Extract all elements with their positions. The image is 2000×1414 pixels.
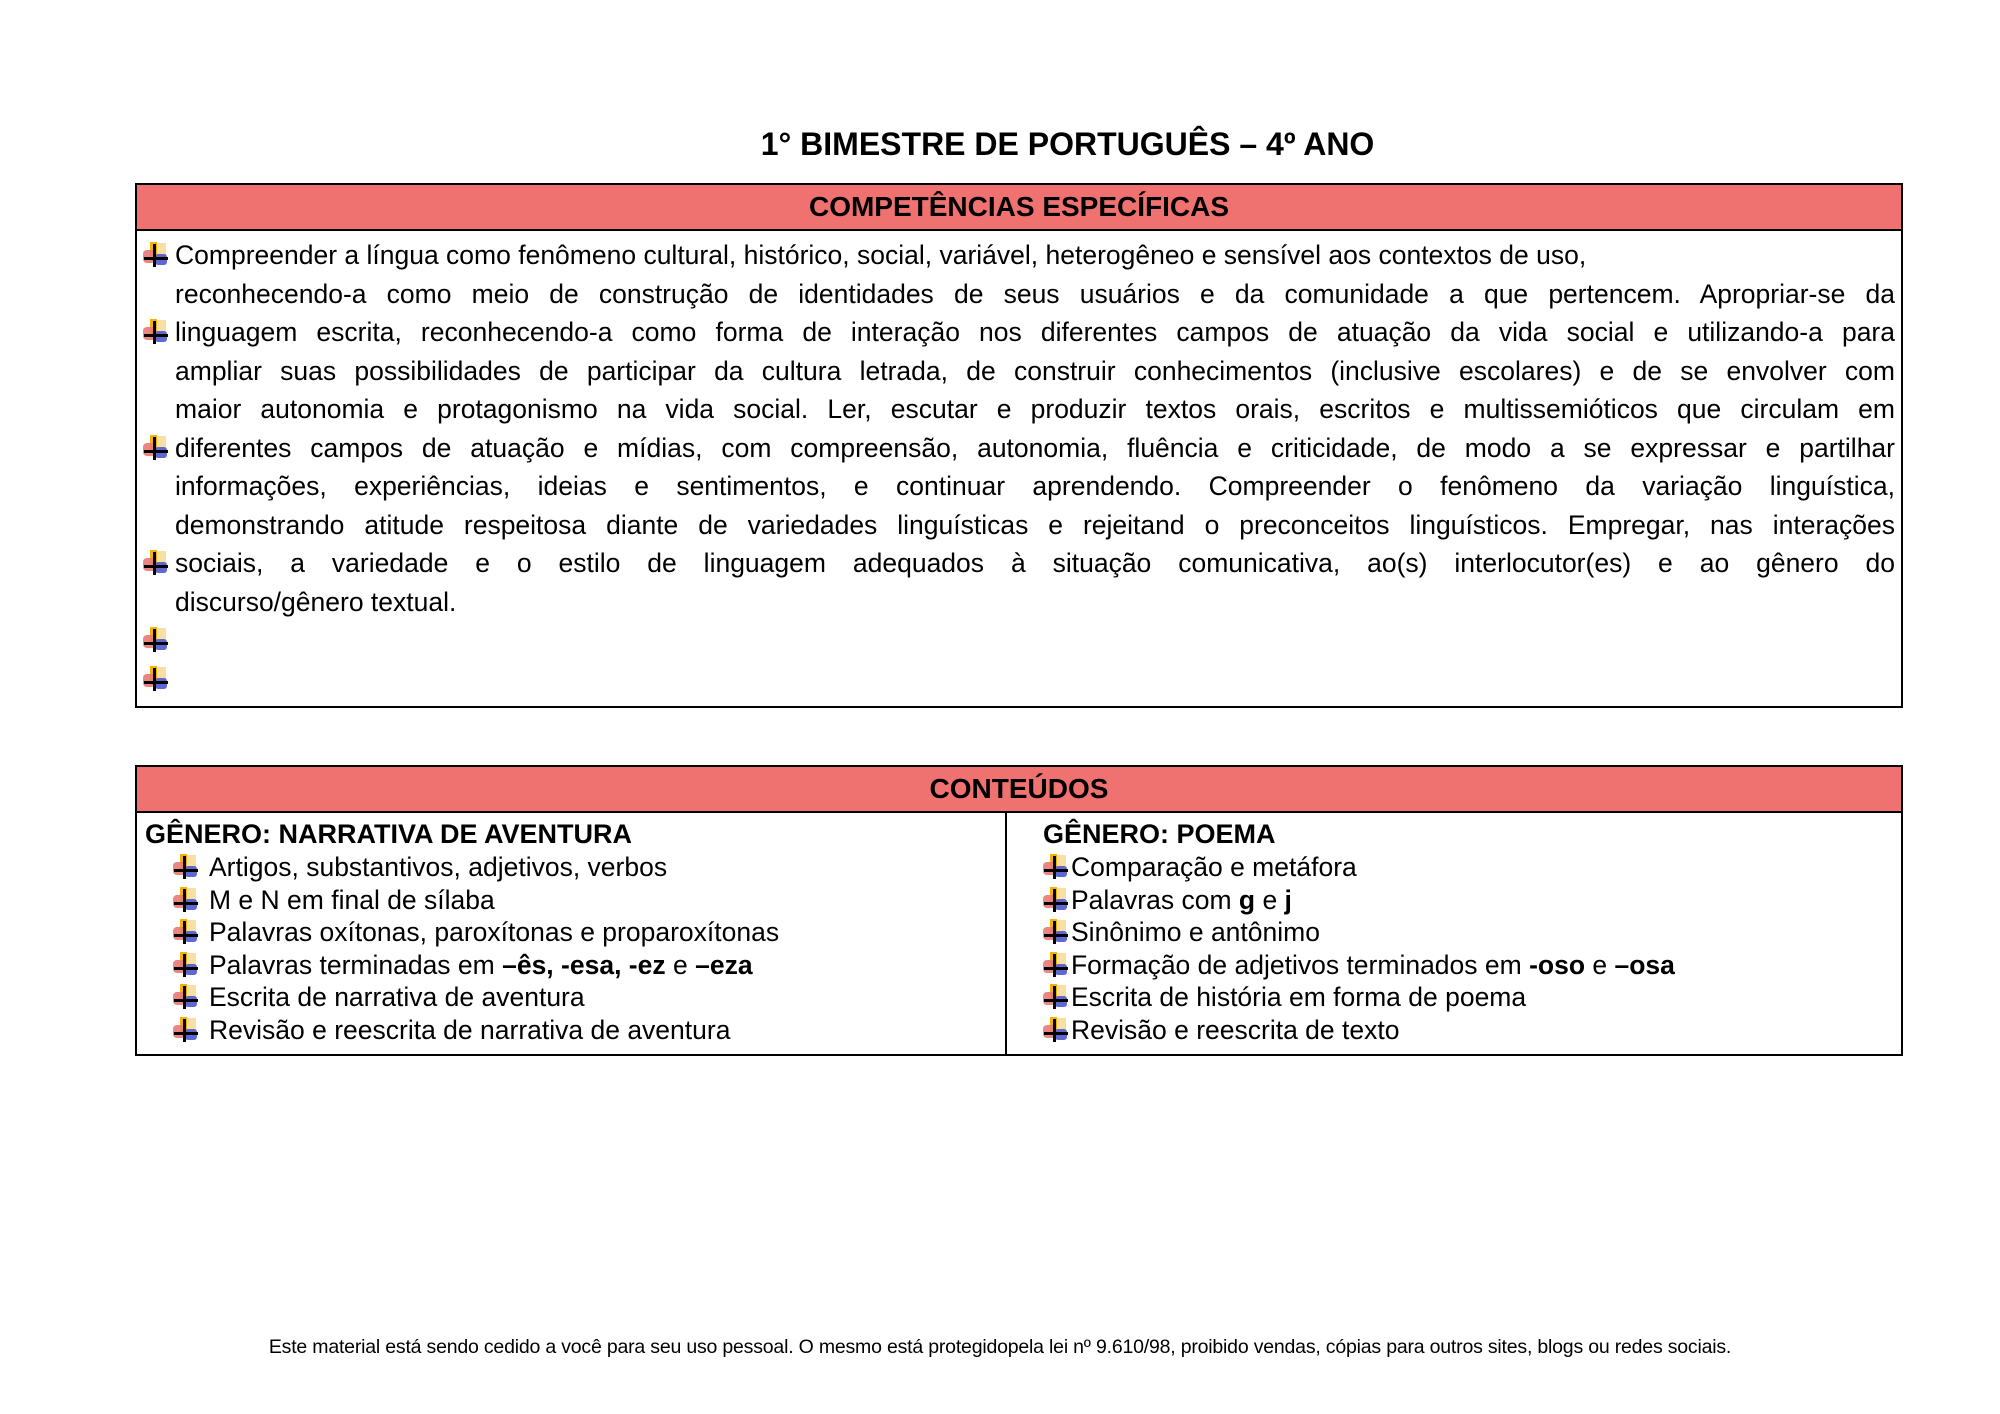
colorful-cross-bullet-icon xyxy=(173,952,199,978)
content-item-text: Comparação e metáfora xyxy=(1071,852,1357,882)
poema-item-list xyxy=(1007,851,1901,1046)
content-list-item xyxy=(1007,981,1901,1014)
conteudos-table xyxy=(135,765,1903,1056)
colorful-cross-bullet-icon xyxy=(1043,952,1069,978)
competencias-line xyxy=(175,352,1895,391)
colorful-cross-bullet-icon xyxy=(1043,854,1069,880)
competencias-line-text: informações, experiências, ideias e sentimentos, e continuar aprendendo. Compreender o fenômeno da variação linguística, xyxy=(175,471,1895,501)
colorful-cross-bullet-icon xyxy=(1043,984,1069,1010)
content-item-text: Palavras oxítonas, paroxítonas e proparoxítonas xyxy=(209,917,780,947)
content-list-item xyxy=(137,851,1005,884)
competencias-line xyxy=(175,467,1895,506)
competencias-line-text: diferentes campos de atuação e mídias, com compreensão, autonomia, fluência e criticidade, de modo a se expressar e partilhar xyxy=(175,432,1895,463)
competencias-header: COMPETÊNCIAS ESPECÍFICAS xyxy=(135,183,1903,231)
competencias-line xyxy=(175,621,1895,660)
conteudos-column-poema xyxy=(1007,813,1901,1054)
conteudos-header: CONTEÚDOS xyxy=(135,765,1903,813)
competencias-line-text: sociais, a variedade e o estilo de linguagem adequados à situação comunicativa, ao(s) interlocutor(es) e ao gênero do xyxy=(175,548,1895,578)
page-title: 1° BIMESTRE DE PORTUGUÊS – 4º ANO xyxy=(760,126,1375,162)
competencias-line-text: reconhecendo-a como meio de construção de identidades de seus usuários e da comunidade a que pertencem. Apropriar-se da xyxy=(175,278,1895,309)
competencias-line xyxy=(175,429,1895,468)
colorful-cross-bullet-icon xyxy=(143,550,169,576)
content-item-text: Escrita de narrativa de aventura xyxy=(209,982,585,1012)
content-item-text: M e N em final de sílaba xyxy=(209,884,495,915)
colorful-cross-bullet-icon xyxy=(143,627,169,653)
colorful-cross-bullet-icon xyxy=(143,319,169,345)
competencias-line xyxy=(175,583,1895,622)
competencias-line-text: Compreender a língua como fenômeno cultural, histórico, social, variável, heterogêneo e sensível aos contextos de uso, xyxy=(175,240,1587,270)
competencias-line xyxy=(175,660,1895,699)
competencias-line-text: linguagem escrita, reconhecendo-a como forma de interação nos diferentes campos de atuação da vida social e utilizando-a para xyxy=(175,317,1895,347)
competencias-line-text: discurso/gênero textual. xyxy=(175,586,457,617)
content-list-item xyxy=(1007,884,1901,917)
genre-title-poema: GÊNERO: POEMA xyxy=(1043,819,1276,849)
content-list-item xyxy=(137,949,1005,982)
competencias-body xyxy=(135,231,1903,708)
content-item-text: Revisão e reescrita de texto xyxy=(1071,1014,1400,1045)
colorful-cross-bullet-icon xyxy=(1043,887,1069,913)
narrativa-item-list xyxy=(137,851,1005,1046)
competencias-table xyxy=(135,183,1903,708)
content-list-item xyxy=(1007,1014,1901,1047)
competencias-line xyxy=(175,390,1895,429)
content-list-item xyxy=(137,981,1005,1014)
competencias-line xyxy=(175,313,1895,352)
competencias-line xyxy=(175,544,1895,583)
content-item-text: Palavras com g e j xyxy=(1071,884,1292,915)
content-item-text: Sinônimo e antônimo xyxy=(1071,917,1320,947)
content-item-text: Formação de adjetivos terminados em -oso e –osa xyxy=(1071,949,1675,980)
competencias-line-text: demonstrando atitude respeitosa diante de variedades linguísticas e rejeitand o preconceitos linguísticos. Empregar, nas interações xyxy=(175,509,1895,540)
competencias-line xyxy=(175,275,1895,314)
colorful-cross-bullet-icon xyxy=(173,984,199,1010)
colorful-cross-bullet-icon xyxy=(173,1017,199,1043)
colorful-cross-bullet-icon xyxy=(173,887,199,913)
colorful-cross-bullet-icon xyxy=(143,435,169,461)
genre-title-narrativa: GÊNERO: NARRATIVA DE AVENTURA xyxy=(145,819,633,849)
conteudos-column-narrativa xyxy=(137,813,1007,1054)
content-list-item xyxy=(137,884,1005,917)
colorful-cross-bullet-icon xyxy=(173,919,199,945)
colorful-cross-bullet-icon xyxy=(1043,919,1069,945)
competencias-line-text: maior autonomia e protagonismo na vida social. Ler, escutar e produzir textos orais, escritos e multissemióticos que circulam em xyxy=(175,394,1895,424)
competencias-line-text: ampliar suas possibilidades de participar da cultura letrada, de construir conhecimentos (inclusive escolares) e de se envolver com xyxy=(175,355,1895,386)
content-list-item xyxy=(137,1014,1005,1047)
footer-note: Este material está sendo cedido a você para seu uso pessoal. O mesmo está protegidopela lei nº 9.610/98, proibido vendas, cópias para outros sites, blogs ou redes sociais. xyxy=(268,1336,1732,1358)
competencias-line xyxy=(175,236,1895,275)
colorful-cross-bullet-icon xyxy=(143,242,169,268)
colorful-cross-bullet-icon xyxy=(173,854,199,880)
content-item-text: Artigos, substantivos, adjetivos, verbos xyxy=(209,852,668,882)
content-list-item xyxy=(137,916,1005,949)
content-list-item xyxy=(1007,949,1901,982)
content-list-item xyxy=(1007,851,1901,884)
colorful-cross-bullet-icon xyxy=(143,666,169,692)
content-item-text: Escrita de história em forma de poema xyxy=(1071,982,1527,1012)
colorful-cross-bullet-icon xyxy=(1043,1017,1069,1043)
competencias-line xyxy=(175,506,1895,545)
conteudos-body xyxy=(135,813,1903,1056)
content-list-item xyxy=(1007,916,1901,949)
content-item-text: Palavras terminadas em –ês, -esa, -ez e –eza xyxy=(209,949,753,980)
content-item-text: Revisão e reescrita de narrativa de aventura xyxy=(209,1014,731,1045)
